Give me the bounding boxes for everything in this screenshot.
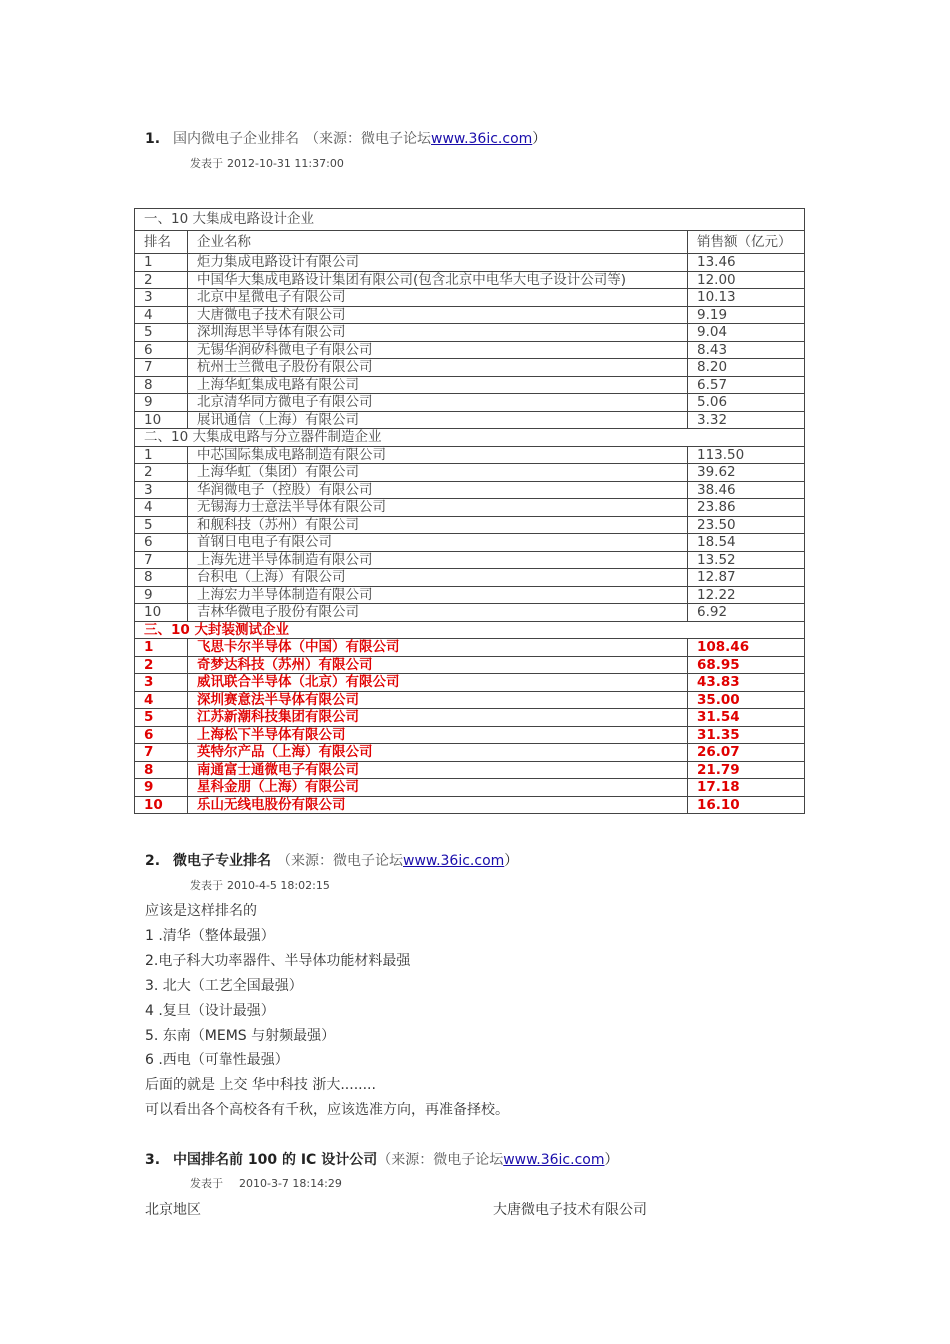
table-row <box>135 796 805 814</box>
sales-cell: 9.19 <box>688 306 805 324</box>
company-name-cell: 杭州士兰微电子股份有限公司 <box>188 359 688 377</box>
rank-cell: 2 <box>135 464 188 482</box>
rank-cell: 8 <box>135 569 188 587</box>
sales-cell: 12.87 <box>688 569 805 587</box>
sales-cell: 18.54 <box>688 534 805 552</box>
sales-cell: 31.35 <box>688 726 805 744</box>
section2-posted <box>190 877 330 893</box>
section3-source-prefix: （来源：微电子论坛 <box>377 1152 504 1168</box>
company-name-cell: 中国华大集成电路设计集团有限公司(包含北京中电华大电子设计公司等) <box>188 271 688 289</box>
rank-cell: 1 <box>135 639 188 657</box>
rank-cell: 7 <box>135 551 188 569</box>
company-name-cell: 中芯国际集成电路制造有限公司 <box>188 446 688 464</box>
rank-cell: 10 <box>135 411 188 429</box>
rank-cell: 2 <box>135 656 188 674</box>
rank-cell: 5 <box>135 324 188 342</box>
company-name-cell: 南通富士通微电子有限公司 <box>188 761 688 779</box>
section3-region: 北京地区 <box>145 1202 201 1218</box>
company-name-cell: 上海先进半导体制造有限公司 <box>188 551 688 569</box>
rank-cell: 4 <box>135 306 188 324</box>
sales-cell: 12.22 <box>688 586 805 604</box>
company-name-cell: 炬力集成电路设计有限公司 <box>188 254 688 272</box>
sales-cell: 13.52 <box>688 551 805 569</box>
rank-cell: 9 <box>135 779 188 797</box>
category-row-design <box>135 209 805 231</box>
section2-source-prefix: （来源：微电子论坛 <box>277 853 403 869</box>
section1-source-link[interactable]: www.36ic.com <box>431 131 533 147</box>
section1-posted <box>190 155 344 171</box>
section3-posted <box>190 1175 342 1191</box>
company-name-cell: 英特尔产品（上海）有限公司 <box>188 744 688 762</box>
company-name-cell: 吉林华微电子股份有限公司 <box>188 604 688 622</box>
table-row <box>135 744 805 762</box>
rank-cell: 4 <box>135 691 188 709</box>
table-row <box>135 761 805 779</box>
sales-cell: 17.18 <box>688 779 805 797</box>
sales-cell: 8.43 <box>688 341 805 359</box>
table-row <box>135 656 805 674</box>
table-row <box>135 376 805 394</box>
table-row <box>135 254 805 272</box>
rank-cell: 1 <box>135 254 188 272</box>
sales-cell: 3.32 <box>688 411 805 429</box>
section2-source-suffix: ） <box>504 853 519 869</box>
section3-posted-time: 2010-3-7 18:14:29 <box>239 1177 342 1190</box>
rank-cell: 1 <box>135 446 188 464</box>
sales-cell: 10.13 <box>688 289 805 307</box>
rank-cell: 2 <box>135 271 188 289</box>
section3-source-suffix: ） <box>604 1152 619 1168</box>
header-sales: 销售额（亿元） <box>688 231 805 254</box>
rank-cell: 5 <box>135 709 188 727</box>
sales-cell: 39.62 <box>688 464 805 482</box>
sales-cell: 26.07 <box>688 744 805 762</box>
table-row <box>135 341 805 359</box>
section2-line: 后面的就是 上交 华中科技 浙大........ <box>145 1077 376 1093</box>
sales-cell: 113.50 <box>688 446 805 464</box>
ranking-table <box>134 208 805 814</box>
company-name-cell: 星科金朋（上海）有限公司 <box>188 779 688 797</box>
section1-number: 1. <box>145 131 161 147</box>
sales-cell: 9.04 <box>688 324 805 342</box>
section2-line: 5. 东南（MEMS 与射频最强） <box>145 1028 336 1044</box>
section3-heading <box>145 1149 618 1169</box>
section3-source-link[interactable]: www.36ic.com <box>503 1152 605 1168</box>
category-design-label: 一、10 大集成电路设计企业 <box>135 209 805 231</box>
section1-posted-time: 2012-10-31 11:37:00 <box>227 157 344 170</box>
rank-cell: 9 <box>135 394 188 412</box>
table-row <box>135 691 805 709</box>
rank-cell: 6 <box>135 726 188 744</box>
company-name-cell: 江苏新潮科技集团有限公司 <box>188 709 688 727</box>
section2-source-link[interactable]: www.36ic.com <box>403 853 505 869</box>
header-rank: 排名 <box>135 231 188 254</box>
sales-cell: 68.95 <box>688 656 805 674</box>
company-name-cell: 乐山无线电股份有限公司 <box>188 796 688 814</box>
company-name-cell: 威讯联合半导体（北京）有限公司 <box>188 674 688 692</box>
sales-cell: 12.00 <box>688 271 805 289</box>
company-name-cell: 华润微电子（控股）有限公司 <box>188 481 688 499</box>
section2-number: 2. <box>145 853 161 869</box>
table-header-row <box>135 231 805 254</box>
company-name-cell: 和舰科技（苏州）有限公司 <box>188 516 688 534</box>
rank-cell: 10 <box>135 796 188 814</box>
sales-cell: 6.57 <box>688 376 805 394</box>
sales-cell: 38.46 <box>688 481 805 499</box>
rank-cell: 6 <box>135 534 188 552</box>
category-row-packaging <box>135 621 805 639</box>
table-row <box>135 534 805 552</box>
table-row <box>135 586 805 604</box>
section2-line: 2.电子科大功率器件、半导体功能材料最强 <box>145 953 411 969</box>
table-row <box>135 639 805 657</box>
rank-cell: 7 <box>135 744 188 762</box>
table-row <box>135 394 805 412</box>
rank-cell: 10 <box>135 604 188 622</box>
section2-line: 可以看出各个高校各有千秋，应该选准方向，再准备择校。 <box>145 1102 509 1118</box>
section2-posted-label: 发表于 <box>190 879 223 892</box>
rank-cell: 3 <box>135 289 188 307</box>
sales-cell: 5.06 <box>688 394 805 412</box>
section1-heading <box>145 128 546 148</box>
section2-line: 4 .复旦（设计最强） <box>145 1003 275 1019</box>
sales-cell: 21.79 <box>688 761 805 779</box>
company-name-cell: 北京中星微电子有限公司 <box>188 289 688 307</box>
section3-posted-label: 发表于 <box>190 1177 223 1190</box>
sales-cell: 23.50 <box>688 516 805 534</box>
section2-line: 3. 北大（工艺全国最强） <box>145 978 303 994</box>
section2-line: 1 .清华（整体最强） <box>145 928 275 944</box>
section3-number: 3. <box>145 1152 161 1168</box>
company-name-cell: 台积电（上海）有限公司 <box>188 569 688 587</box>
section2-posted-time: 2010-4-5 18:02:15 <box>227 879 330 892</box>
section1-source-prefix: （来源：微电子论坛 <box>305 131 431 147</box>
company-name-cell: 深圳海思半导体有限公司 <box>188 324 688 342</box>
rank-cell: 9 <box>135 586 188 604</box>
table-row <box>135 604 805 622</box>
table-row <box>135 551 805 569</box>
table-row <box>135 411 805 429</box>
section2-line: 6 .西电（可靠性最强） <box>145 1052 289 1068</box>
sales-cell: 43.83 <box>688 674 805 692</box>
section3-title: 中国排名前 100 的 IC 设计公司 <box>173 1152 378 1168</box>
category-manufacturing-label: 二、10 大集成电路与分立器件制造企业 <box>135 429 805 447</box>
company-name-cell: 大唐微电子技术有限公司 <box>188 306 688 324</box>
table-row <box>135 306 805 324</box>
sales-cell: 31.54 <box>688 709 805 727</box>
table-row <box>135 324 805 342</box>
table-row <box>135 499 805 517</box>
table-row <box>135 516 805 534</box>
table-row <box>135 569 805 587</box>
sales-cell: 35.00 <box>688 691 805 709</box>
table-row <box>135 779 805 797</box>
company-name-cell: 上海松下半导体有限公司 <box>188 726 688 744</box>
table-row <box>135 709 805 727</box>
company-name-cell: 飞思卡尔半导体（中国）有限公司 <box>188 639 688 657</box>
section1-posted-label: 发表于 <box>190 157 223 170</box>
sales-cell: 16.10 <box>688 796 805 814</box>
sales-cell: 108.46 <box>688 639 805 657</box>
company-name-cell: 上海宏力半导体制造有限公司 <box>188 586 688 604</box>
rank-cell: 3 <box>135 481 188 499</box>
company-name-cell: 无锡华润矽科微电子有限公司 <box>188 341 688 359</box>
sales-cell: 8.20 <box>688 359 805 377</box>
table-row <box>135 481 805 499</box>
table-row <box>135 674 805 692</box>
sales-cell: 23.86 <box>688 499 805 517</box>
sales-cell: 6.92 <box>688 604 805 622</box>
section2-title: 微电子专业排名 <box>173 853 271 869</box>
header-name: 企业名称 <box>188 231 688 254</box>
rank-cell: 3 <box>135 674 188 692</box>
rank-cell: 6 <box>135 341 188 359</box>
table-row <box>135 271 805 289</box>
company-name-cell: 上海华虹集成电路有限公司 <box>188 376 688 394</box>
company-name-cell: 展讯通信（上海）有限公司 <box>188 411 688 429</box>
category-packaging-label: 三、10 大封装测试企业 <box>135 621 805 639</box>
section2-line: 应该是这样排名的 <box>145 903 257 919</box>
table-row <box>135 359 805 377</box>
rank-cell: 8 <box>135 376 188 394</box>
rank-cell: 8 <box>135 761 188 779</box>
rank-cell: 7 <box>135 359 188 377</box>
table-row <box>135 446 805 464</box>
company-name-cell: 上海华虹（集团）有限公司 <box>188 464 688 482</box>
category-row-manufacturing <box>135 429 805 447</box>
table-row <box>135 289 805 307</box>
sales-cell: 13.46 <box>688 254 805 272</box>
company-name-cell: 深圳赛意法半导体有限公司 <box>188 691 688 709</box>
section2-heading <box>145 850 518 870</box>
company-name-cell: 首钢日电电子有限公司 <box>188 534 688 552</box>
rank-cell: 5 <box>135 516 188 534</box>
section3-company: 大唐微电子技术有限公司 <box>493 1202 647 1218</box>
company-name-cell: 奇梦达科技（苏州）有限公司 <box>188 656 688 674</box>
company-name-cell: 无锡海力士意法半导体有限公司 <box>188 499 688 517</box>
company-name-cell: 北京清华同方微电子有限公司 <box>188 394 688 412</box>
section1-source-suffix: ） <box>532 131 547 147</box>
section1-title: 国内微电子企业排名 <box>173 131 299 147</box>
table-row <box>135 464 805 482</box>
table-row <box>135 726 805 744</box>
rank-cell: 4 <box>135 499 188 517</box>
